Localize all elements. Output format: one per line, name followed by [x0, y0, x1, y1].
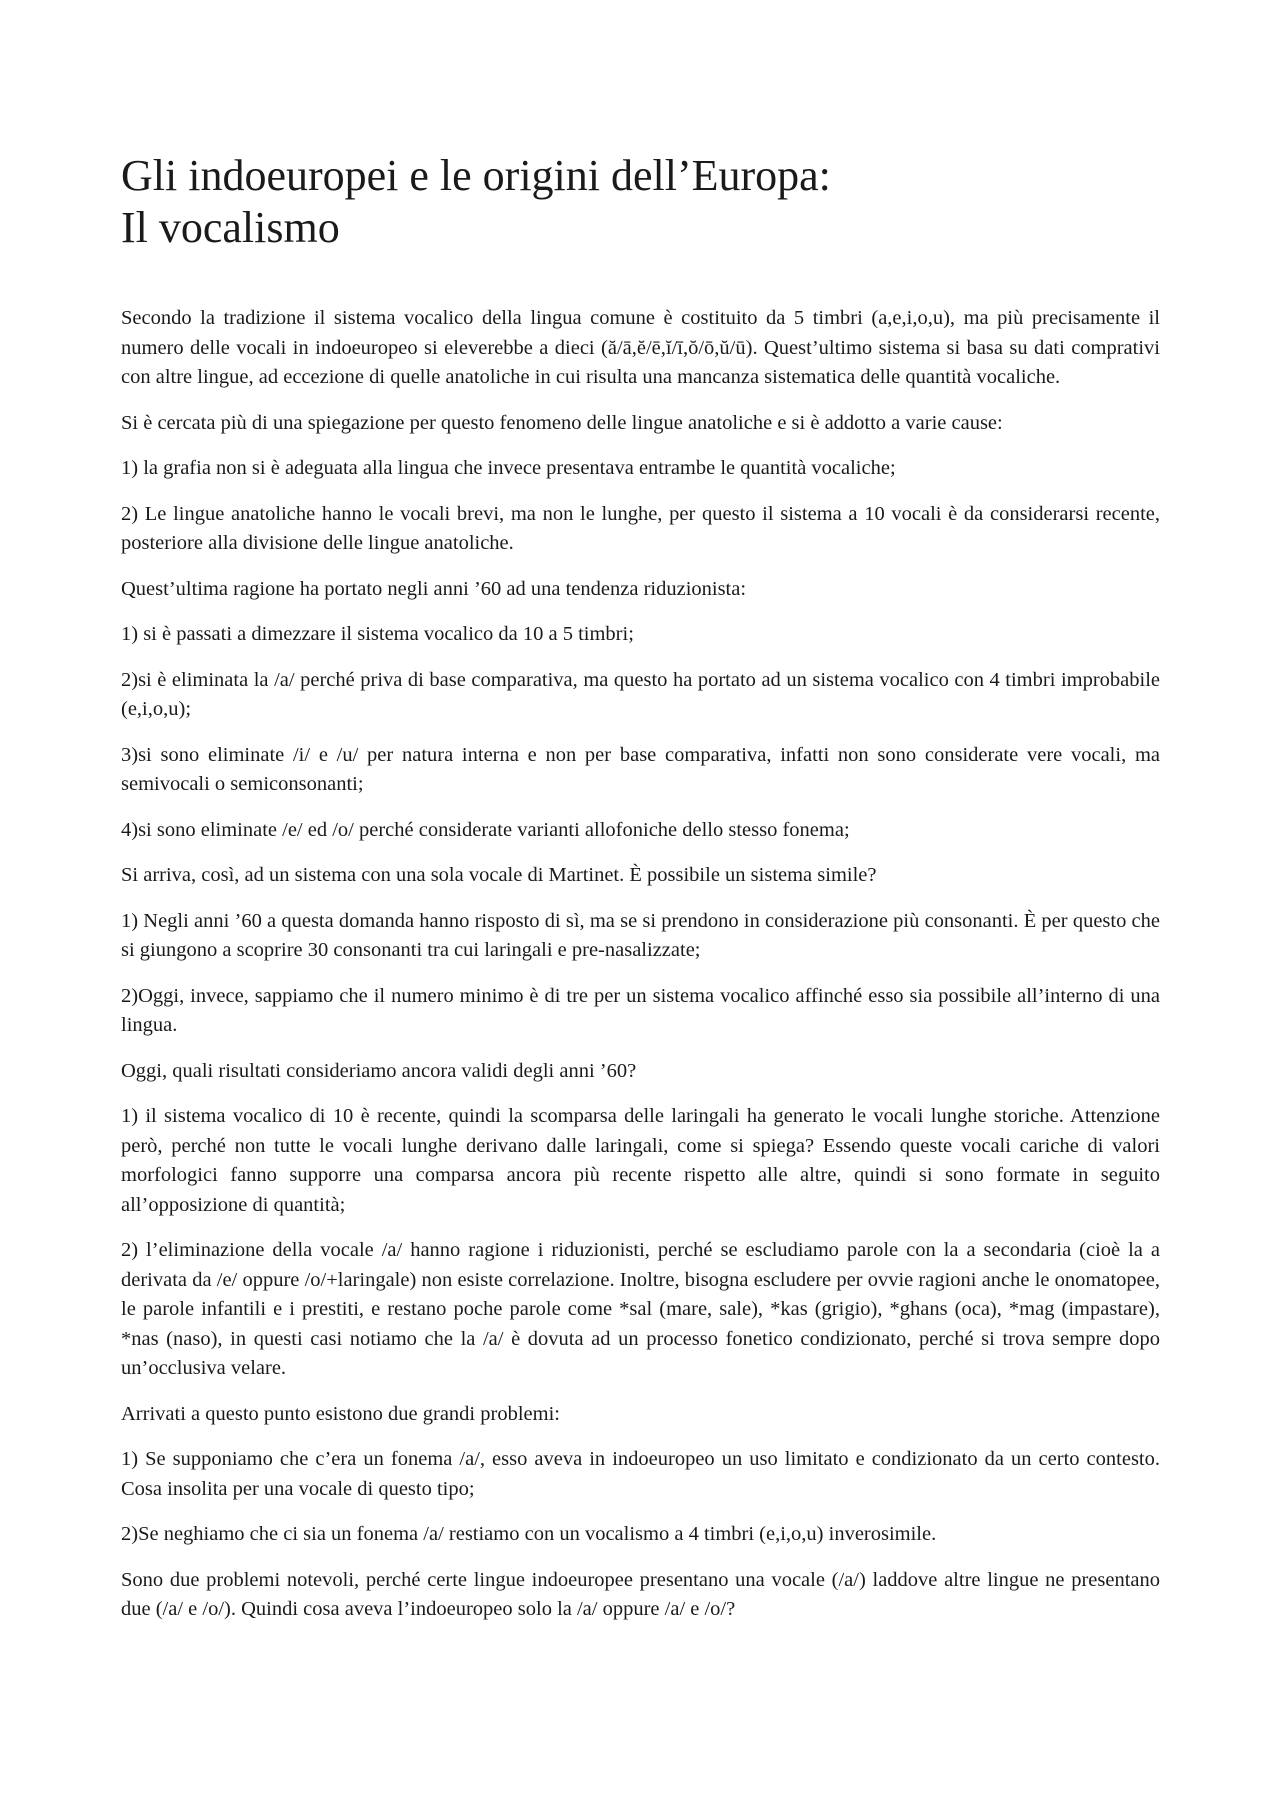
document-title: [121, 150, 1160, 254]
title-line-main: Gli indoeuropei e le origini dell’Europa:: [121, 151, 831, 200]
paragraph-cause-1: 1) la grafia non si è adeguata alla lingua che invece presentava entrambe le quantità vocaliche;: [121, 457, 896, 479]
paragraph-reduction-2: 2)si è eliminata la /a/ perché priva di base comparativa, ma questo ha portato ad un sistema vocalico con 4 timbri improbabile (e,i,o,u);: [121, 668, 1160, 720]
paragraph-result-1: 1) il sistema vocalico di 10 è recente, quindi la scomparsa delle laringali ha generato le vocali lunghe storiche. Attenzione però, perché non tutte le vocali lunghe derivano dalle laringali, come si spiega? Essendo queste vocali cariche di valori morfologici fanno supporre una comparsa ancora più recente rispetto alle altre, quindi si sono formate in seguito all’opposizione di quantità;: [121, 1105, 1160, 1216]
paragraph-answer-1: 1) Negli anni ’60 a questa domanda hanno risposto di sì, ma se si prendono in considerazione più consonanti. È per questo che si giungono a scoprire 30 consonanti tra cui laringali e pre-nasalizzate;: [121, 909, 1160, 961]
paragraph-reduction-4: 4)si sono eliminate /e/ ed /o/ perché considerate varianti allofoniche dello stesso fonema;: [121, 818, 850, 841]
paragraph-reduction-3: 3)si sono eliminate /i/ e /u/ per natura interna e non per base comparativa, infatti non sono considerate vere vocali, ma semivocali o semiconsonanti;: [121, 743, 1160, 795]
paragraph-result-2: 2) l’eliminazione della vocale /a/ hanno ragione i riduzionisti, perché se escludiamo parole con la a secondaria (cioè la a derivata da /e/ oppure /o/+laringale) non esiste correlazione. Inoltre, bisogna escludere per ovvie ragioni anche le onomatopee, le parole infantili e i prestiti, e restano poche parole come *sal (mare, sale), *kas (grigio), *ghans (oca), *mag (impastare), *nas (naso), in questi casi notiamo che la /a/ è dovuta ad un processo fonetico condizionato, perché si trova sempre dopo un’occlusiva velare.: [121, 1239, 1160, 1379]
paragraph-intro: Secondo la tradizione il sistema vocalico della lingua comune è costituito da 5 timbri (a,e,i,o,u), ma più precisamente il numero delle vocali in indoeuropeo si eleverebbe a dieci (ă/ā,ĕ/ē,ĭ/ī,ŏ/ō,ŭ/ū). Quest’ultimo sistema si basa su dati comprativi con altre lingue, ad eccezione di quelle anatoliche in cui risulta una mancanza sistematica delle quantità vocaliche.: [121, 307, 1160, 388]
paragraph-answer-2: 2)Oggi, invece, sappiamo che il numero minimo è di tre per un sistema vocalico affinché esso sia possibile all’interno di una lingua.: [121, 984, 1160, 1036]
paragraph-reduction-1: 1) si è passati a dimezzare il sistema vocalico da 10 a 5 timbri;: [121, 623, 634, 645]
paragraph-explanations: Si è cercata più di una spiegazione per questo fenomeno delle lingue anatoliche e si è addotto a varie cause:: [121, 411, 1003, 434]
paragraph-martinet: Si arriva, così, ad un sistema con una sola vocale di Martinet. È possibile un sistema simile?: [121, 864, 877, 886]
paragraph-valid-results: Oggi, quali risultati consideriamo ancora validi degli anni ’60?: [121, 1059, 637, 1082]
paragraph-problem-2: 2)Se neghiamo che ci sia un fonema /a/ restiamo con un vocalismo a 4 timbri (e,i,o,u) inverosimile.: [121, 1523, 937, 1545]
paragraph-problem-1: 1) Se supponiamo che c’era un fonema /a/, esso aveva in indoeuropeo un uso limitato e condizionato da un certo contesto. Cosa insolita per una vocale di questo tipo;: [121, 1448, 1160, 1500]
paragraph-cause-2: 2) Le lingue anatoliche hanno le vocali brevi, ma non le lunghe, per questo il sistema a 10 vocali è da considerarsi recente, posteriore alla divisione delle lingue anatoliche.: [121, 502, 1160, 554]
document-body: [121, 304, 1160, 1625]
paragraph-conclusion: Sono due problemi notevoli, perché certe lingue indoeuropee presentano una vocale (/a/) laddove altre lingue ne presentano due (/a/ e /o/). Quindi cosa aveva l’indoeuropeo solo la /a/ oppure /a/ e /o/?: [121, 1568, 1160, 1620]
paragraph-problems: Arrivati a questo punto esistono due grandi problemi:: [121, 1402, 560, 1425]
paragraph-reductionist: Quest’ultima ragione ha portato negli anni ’60 ad una tendenza riduzionista:: [121, 577, 747, 600]
title-line-subtitle: Il vocalismo: [121, 203, 340, 252]
document-page: [121, 0, 1160, 1641]
